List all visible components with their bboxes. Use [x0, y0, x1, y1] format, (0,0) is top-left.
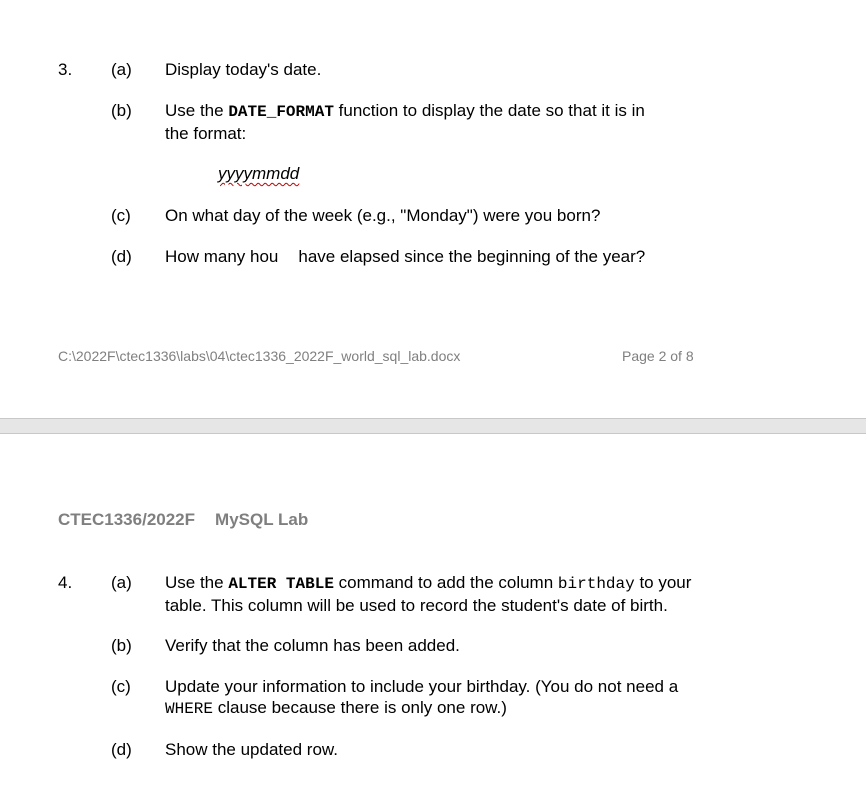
text-fragment: Use the	[165, 573, 229, 592]
part-letter: (a)	[111, 60, 132, 79]
page-header	[58, 510, 308, 530]
footer-page-number: Page 2 of 8	[622, 348, 694, 364]
text-fragment: Use the	[165, 101, 229, 120]
page-separator	[0, 418, 866, 434]
part-text	[165, 572, 725, 616]
header-course: CTEC1336/2022F	[58, 510, 196, 529]
question-number: 3.	[58, 60, 73, 79]
header-title: MySQL Lab	[215, 510, 309, 529]
part-text: On what day of the week (e.g., "Monday") were you born?	[165, 206, 601, 225]
part-letter: (c)	[111, 206, 131, 225]
text-fragment: How many hou	[165, 247, 279, 266]
question-number: 4.	[58, 573, 73, 592]
code-birthday-column: birthday	[557, 575, 635, 593]
text-fragment: have elapsed since the beginning of the year?	[298, 247, 646, 266]
part-letter: (b)	[111, 101, 132, 120]
text-fragment: table. This column will be used to record the student's date of birth.	[165, 596, 668, 615]
part-letter: (c)	[111, 677, 131, 696]
text-fragment: function to display the date so that it is in	[333, 101, 645, 120]
text-fragment: command to add the column	[333, 573, 558, 592]
code-where: WHERE	[165, 700, 214, 718]
part-text	[165, 246, 725, 267]
part-letter: (d)	[111, 740, 132, 759]
footer-file-path: C:\2022F\ctec1336\labs\04\ctec1336_2022F_world_sql_lab.docx	[58, 348, 461, 364]
text-fragment: Update your information to include your birthday. (You do not need a	[165, 677, 679, 696]
text-fragment: clause because there is only one row.)	[213, 698, 507, 717]
format-example: yyyymmdd	[218, 164, 300, 183]
part-text	[165, 100, 725, 144]
part-letter: (b)	[111, 636, 132, 655]
part-letter: (d)	[111, 247, 132, 266]
part-text	[165, 676, 725, 720]
part-text: Verify that the column has been added.	[165, 636, 460, 655]
code-date-format: DATE_FORMAT	[228, 103, 334, 121]
part-text: Display today's date.	[165, 60, 322, 79]
text-fragment: to your	[634, 573, 692, 592]
text-fragment: the format:	[165, 124, 247, 143]
code-alter-table: ALTER TABLE	[228, 575, 334, 593]
part-text: Show the updated row.	[165, 740, 338, 759]
part-letter: (a)	[111, 573, 132, 592]
